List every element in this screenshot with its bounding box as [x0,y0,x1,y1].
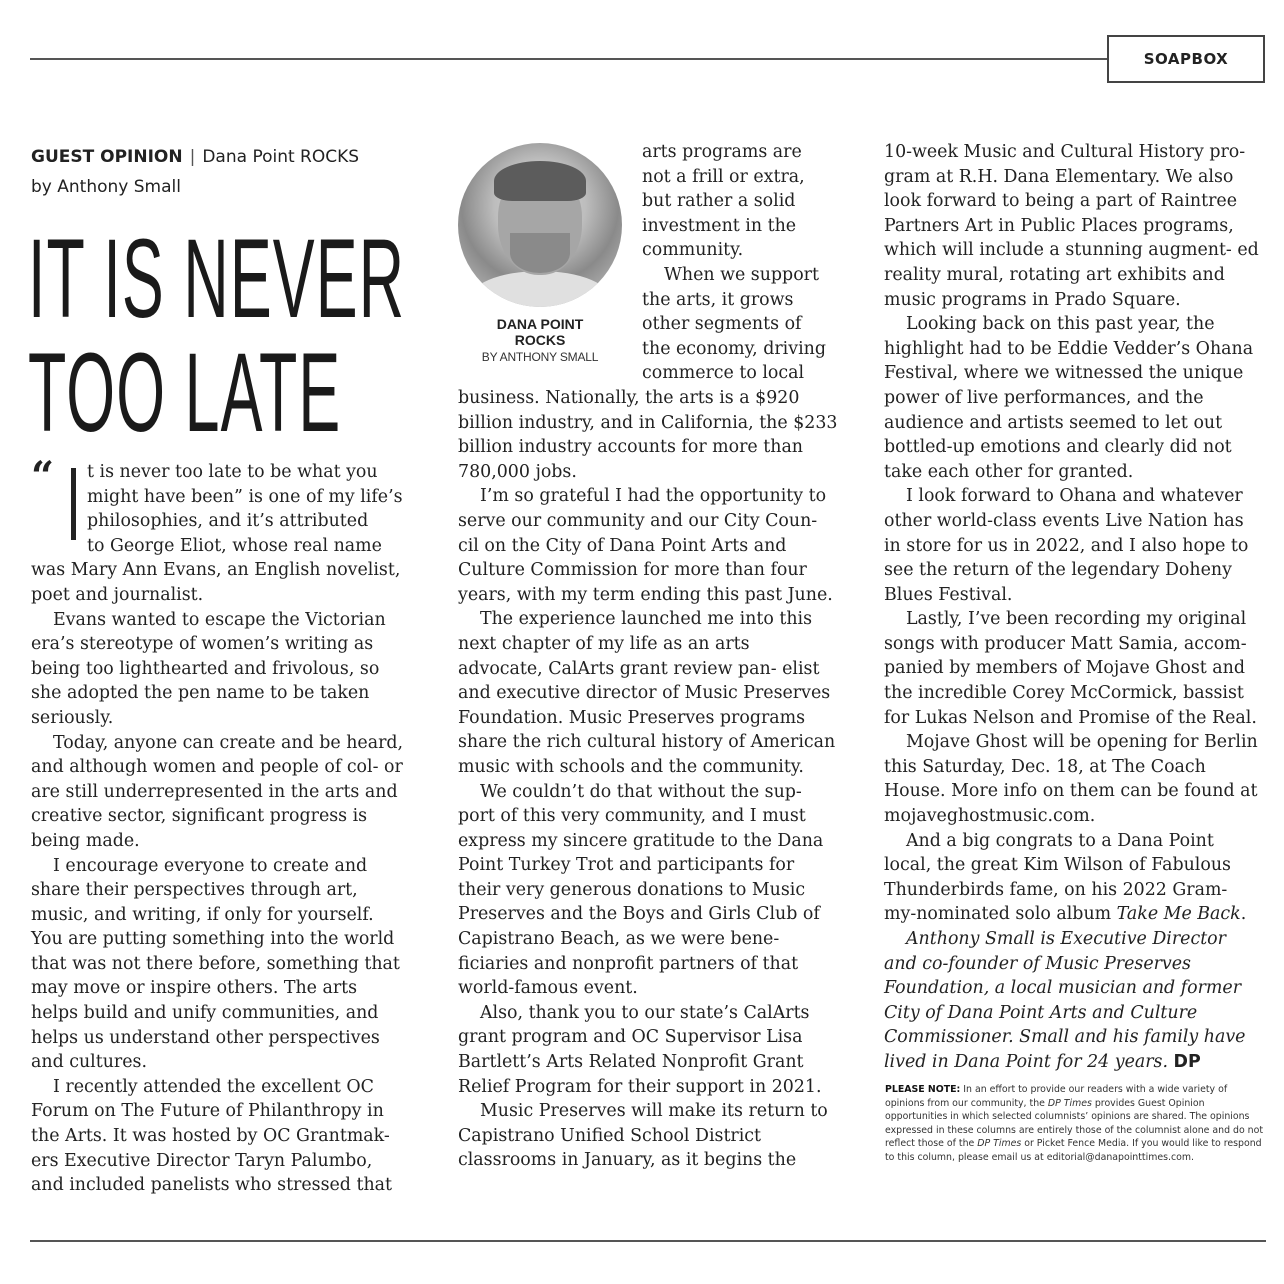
text-line: might have been” is one of my life’s [87,486,403,507]
paragraph: 10-week Music and Cultural History pro- gram at R.H. Dana Elementary. We also look forward to being a part of Raintree Partners Art in Public Places programs, which will include a stunning augment- ed reality mural, rotating art exhibits and music programs in Prado Square. [884,142,1259,310]
paragraph: The experience launched me into this next chapter of my life as an arts advocate, CalArts grant review pan- elist and executive director of Music Preserves Foundation. Music Preserves programs share the rich cultural history of American music with schools and the community. [458,609,836,777]
text-line: other segments of [642,314,802,335]
open-quote-glyph: “ [31,453,55,500]
kicker-column-name: Dana Point ROCKS [202,147,360,167]
paragraph: Also, thank you to our state’s CalArts grant program and OC Supervisor Lisa Bartlett’s Arts Related Nonprofit Grant Relief Program for their support in 2021. [458,1002,822,1097]
email-link[interactable]: editorial@danapointtimes.com [1046,1151,1191,1163]
paragraph: Lastly, I’ve been recording my original songs with producer Matt Samia, accom- panied by members of Mojave Ghost and the incredible Corey McCormick, bassist for Lukas Nelson and Promise of the Real. [884,609,1257,728]
headline-line-2: TOO LATE [28,330,342,455]
section-tag [1107,35,1265,83]
text-line: t is never too late to be what you [87,462,378,482]
paragraph-congrats: And a big congrats to a Dana Point local, the great Kim Wilson of Fabulous Thunderbirds fame, on his 2022 Gram- my-nominated solo album Take Me Back. [884,830,1247,925]
paragraph: I encourage everyone to create and share their perspectives through art, music, and writing, if only for yourself. You are putting something into the world that was not there before, something that may move or inspire others. The arts helps build and unify communities, and helps us understand other perspectives and cultures. [31,855,400,1073]
text-line: When we support [664,264,819,285]
bottom-rule [30,1240,1266,1242]
text-line: not a frill or extra, [642,166,805,187]
kicker [31,142,431,202]
text-line: the arts, it grows [642,289,794,310]
please-note-label: PLEASE NOTE: [885,1084,961,1095]
column-1 [31,453,407,1198]
dropcap-lines [31,453,407,558]
paragraph: Evans wanted to escape the Victorian era’s stereotype of women’s writing as being too lighthearted and frivolous, so she adopted the pen name to be taken seriously. [31,609,386,728]
paragraph: Looking back on this past year, the highlight had to be Eddie Vedder’s Ohana Festival, where we witnessed the unique power of live performances, and the audience and artists seemed to let out bottled-up emotions and clearly did not take each other for granted. [884,314,1254,482]
paragraph: We couldn’t do that without the sup- port of this very community, and I must express my sincere gratitude to the Dana Point Turkey Trot and participants for their very generous donations to Music Preserves and the Boys and Girls Club of Capistrano Beach, as we were bene- ficiaries and nonprofit partners of that world-famous event. [458,781,824,999]
photo-caption [458,316,622,366]
text-line: community. [642,240,744,261]
text-line: but rather a solid [642,191,796,212]
end-mark: DP [1173,1051,1201,1072]
text-line: the economy, driving [642,338,826,359]
paragraph: Today, anyone can create and be heard, and although women and people of col- or are still underrepresented in the arts and creative sector, significant progress is being made. [31,732,404,851]
top-rule [30,58,1108,60]
paragraph: I look forward to Ohana and whatever other world-class events Live Nation has in store for us in 2022, and I also hope to see the return of the legendary Doheny Blues Festival. [884,486,1249,605]
author-photo [458,143,622,307]
column-2 [458,386,838,1173]
text-line: arts programs are [642,142,802,162]
kicker-separator: | [189,147,196,167]
kicker-byline: by Anthony Small [31,177,181,197]
please-note: PLEASE NOTE: In an effort to provide our readers with a wide variety of opinions from our community, the DP Times provides Guest Opinion opportunities in which selected columnists’ opinions are shared. The opinions expressed in these columns are entirely those of the columnist alone and do not reflect those of the DP Times or Picket Fence Media. If you would like to respond to this column, please email us at editorial@danapointtimes.com. [885,1084,1264,1163]
column-3 [884,140,1264,1075]
text-line: philosophies, and it’s attributed [87,511,369,532]
headline [28,216,406,455]
album-title: Take Me Back [1116,904,1241,925]
photo-caption-title: ROCKS [514,332,566,348]
paragraph: Music Preserves will make its return to Capistrano Unified School District classrooms in January, as it begins the [458,1101,828,1171]
section-tag-label: SOAPBOX [1143,50,1229,68]
photo-caption-title: DANA POINT [496,316,584,332]
dropcap-letter-i [71,468,76,540]
author-bio: Anthony Small is Executive Director and co-founder of Music Preserves Foundation, a local musician and former City of Dana Point Arts and Culture Commissioner. Small and his family have lived in Dana Point for 24 years. DP [884,929,1246,1072]
paragraph: I’m so grateful I had the opportunity to serve our community and our City Coun- cil on the City of Dana Point Arts and Culture Commission for more than four years, with my term ending this past June. [458,486,833,605]
paragraph: Mojave Ghost will be opening for Berlin this Saturday, Dec. 18, at The Coach House. More info on them can be found at mojaveghostmusic.com. [884,732,1258,827]
text-line: to George Eliot, whose real name [87,535,382,556]
text-line: investment in the [642,215,797,236]
photo-caption-byline: BY ANTHONY SMALL [481,350,599,364]
kicker-label: GUEST OPINION [31,147,183,167]
column-2-beside-photo [642,140,842,386]
paragraph: business. Nationally, the arts is a $920 billion industry, and in California, the $233 billion industry accounts for more than 780,000 jobs. [458,388,838,482]
paragraph: was Mary Ann Evans, an English novelist, poet and journalist. [31,560,401,605]
headline-line-1: IT IS NEVER [28,216,406,341]
paragraph: I recently attended the excellent OC Forum on The Future of Philanthropy in the Arts. It was hosted by OC Grantmak- ers Executive Director Taryn Palumbo, and included panelists who stressed that [31,1076,393,1196]
text-line: commerce to local [642,363,805,384]
